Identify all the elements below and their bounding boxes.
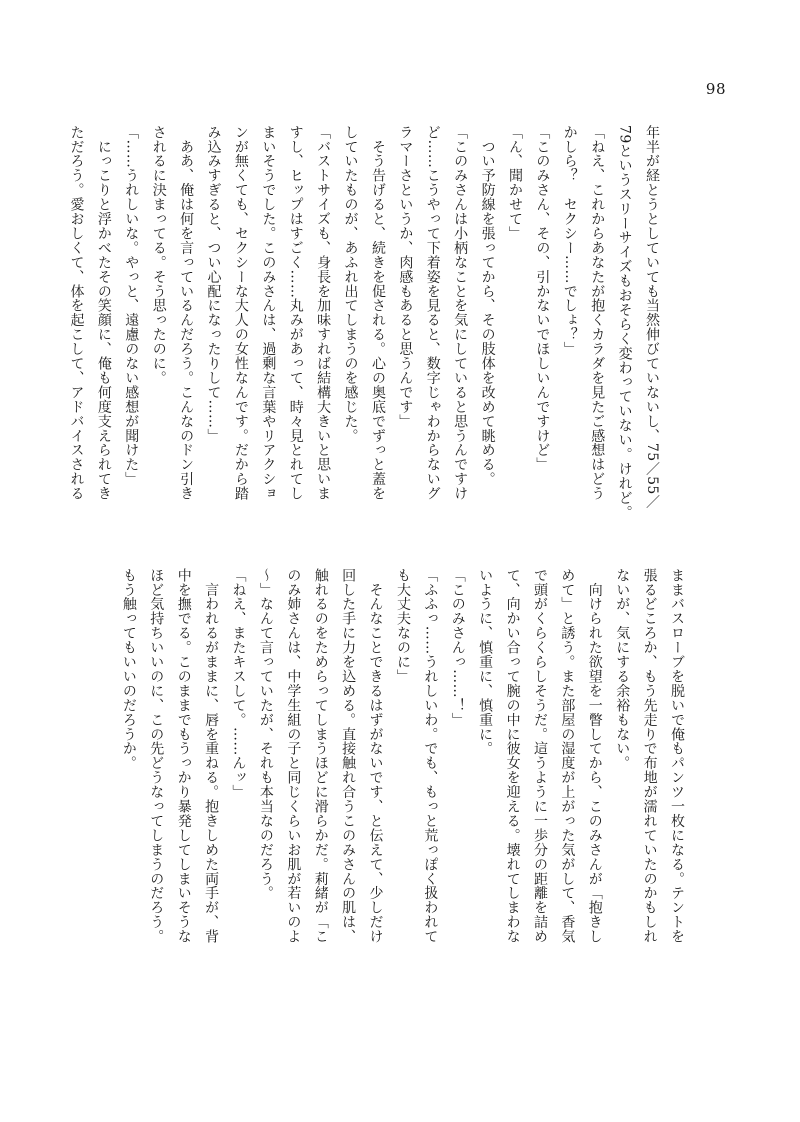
text-line: ンが無くても、セクシーな大人の女性なんです。だから踏: [232, 125, 249, 501]
text-line: で頭がくらくらしそうだ。這うように一歩分の距離を詰め: [531, 568, 548, 944]
text-line: て、向かい合って腕の中に彼女を迎える。壊れてしまわな: [504, 568, 521, 944]
text-line: されるに決まってる。そう思ったのに。: [150, 125, 167, 386]
text-line: も大丈夫なのに」: [394, 568, 411, 684]
text-line: み込みすぎると、つい心配になったりして……」: [205, 125, 222, 443]
text-line: 触れるのをためらってしまうほどに滑らかだ。莉緒が「こ: [312, 568, 329, 944]
text-line: ～」なんて言っていたが、それも本当なのだろう。: [257, 568, 274, 901]
text-line: 「バストサイズも、身長を加味すれば結構大きいと思いま: [315, 125, 332, 501]
text-line: にっこりと浮かべたその笑顔に、俺も何度支えられてき: [95, 125, 112, 501]
text-line: ラマーさというか、肉感もあると思うんです」: [397, 125, 414, 429]
text-line: ままバスローブを脱いで俺もパンツ一枚になる。テントを: [669, 568, 685, 944]
text-line: ああ、俺は何を言っているんだろう。こんなのドン引き: [178, 125, 195, 501]
text-line: 回した手に力を込める。直接触れ合うこのみさんの肌は、: [340, 568, 357, 944]
text-line: まいそうでした。このみさんは、過剰な言葉やリアクショ: [260, 125, 277, 501]
text-line: 79というスリーサイズもおそらく変わっていない。けれど。: [616, 125, 633, 520]
text-line: めて」と誘う。また部屋の湿度が上がった気がして、香気: [559, 568, 576, 944]
text-line: 張るどころか、もう先走りで布地が濡れていたのかもしれ: [641, 568, 658, 944]
text-line: 中を撫でる。このままでもうっかり暴発してしまいそうな: [175, 568, 192, 944]
text-column-top: [62, 125, 665, 543]
text-line: 向けられた欲望を一瞥してから、このみさんが「抱きし: [586, 568, 603, 944]
text-line: 「このみさん、その、引かないでほしいんですけど」: [534, 125, 551, 472]
text-line: 言われるがままに、唇を重ねる。抱きしめた両手が、背: [203, 568, 220, 944]
text-line: 「ねえ、またキスして。……んッ」: [230, 568, 247, 800]
text-line: ただろう。愛おしくて、体を起こして、アドバイスされる: [68, 125, 85, 501]
page-number: 98: [705, 80, 726, 98]
text-line: ど……こうやって下着姿を見ると、数字じゃわからないグ: [424, 125, 441, 501]
text-line: ほど気持ちいいのに、この先どうなってしまうのだろう。: [148, 568, 165, 944]
text-line: 「ねえ、これからあなたが抱くカラダを見たご感想はどう: [589, 125, 606, 501]
text-line: いように、慎重に、慎重に。: [477, 568, 494, 756]
text-line: つい予防線を張ってから、その肢体を改めて眺める。: [479, 125, 496, 487]
text-line: かしら？ セクシー……でしょ？」: [561, 125, 578, 357]
text-line: 「……うれしいな。やっと、遠慮のない感想が聞けた」: [123, 125, 140, 487]
text-line: すし、ヒップはすごく……丸みがあって、時々見とれてし: [287, 125, 304, 501]
text-line: ないが、気にする余裕もない。: [614, 568, 631, 771]
text-line: そう告げると、続きを促される。心の奥底でずっと蓋を: [369, 125, 386, 501]
text-line: のみ姉さんは、中学生組の子と同じくらいお肌が若いのよ: [285, 568, 302, 944]
text-line: していたものが、あふれ出てしまうのを感じた。: [342, 125, 359, 443]
text-line: そんなことできるはずがないです、と伝えて、少しだけ: [367, 568, 384, 944]
text-line: 「ん、聞かせて」: [506, 125, 523, 241]
text-line: 「このみさんは小柄なことを気にしていると思うんですけ: [452, 125, 469, 501]
text-column-bottom: [114, 568, 690, 978]
text-line: もう触ってもいいのだろうか。: [120, 568, 137, 771]
text-line: 「このみさんっ……！」: [449, 568, 466, 727]
text-line: 「ふふっ……うれしいわ。でも、もっと荒っぽく扱われて: [422, 568, 439, 944]
text-line: 年半が経とうとしていても当然伸びていないし、75／55／: [644, 125, 660, 510]
